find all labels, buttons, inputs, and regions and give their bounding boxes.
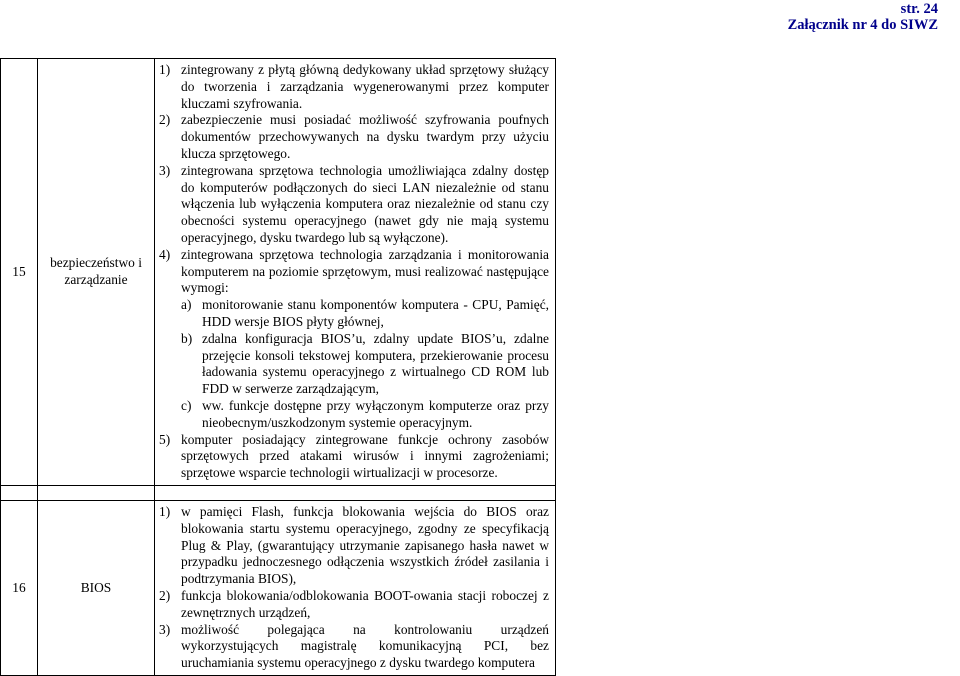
list-item: 1) zintegrowany z płytą główną dedykowany układ sprzętowy służący do tworzenia i zarządzania wygenerowanymi przez komputer kluczami szyfrowania. bbox=[159, 62, 549, 111]
page-number: str. 24 bbox=[900, 1, 938, 17]
row-spacer bbox=[1, 485, 556, 500]
row-category: bezpieczeństwo i zarządzanie bbox=[38, 59, 155, 486]
sub-requirements-list bbox=[181, 297, 549, 431]
list-item: 2) funkcja blokowania/odblokowania BOOT-owania stacji roboczej z zewnętrznych urządzeń, bbox=[159, 587, 549, 620]
list-item: 3) możliwość polegająca na kontrolowaniu urządzeń wykorzystujących magistralę komunikacyjną PCI, bez uruchamiania systemu operacyjnego z dysku twardego komputera bbox=[159, 621, 549, 671]
row-category: BIOS bbox=[38, 500, 155, 675]
list-item: 1) w pamięci Flash, funkcja blokowania wejścia do BIOS oraz blokowania startu systemu operacyjnego, zgodny ze specyfikacją Plug & Play, (gwarantujący utrzymanie zapisanego hasła nawet w przypadku jednoczesnego odłączenia wszystkich źródeł zasilania i podtrzymania BIOS), bbox=[159, 503, 549, 587]
list-item: 3) zintegrowana sprzętowa technologia umożliwiająca zdalny dostęp do komputerów podłączonych do sieci LAN niezależnie od stanu włączenia lub wyłączenia komputera oraz niezależnie od stanu czy obecności systemu operacyjnego (nawet gdy nie mają systemu operacyjnego, dysku twardego lub są wyłączone). bbox=[159, 162, 549, 245]
requirements-list bbox=[159, 504, 549, 672]
list-item: 2) zabezpieczenie musi posiadać możliwość szyfrowania poufnych dokumentów przechowywanych na dysku twardym przy użyciu klucza sprzętowego. bbox=[159, 112, 549, 161]
table-row-16 bbox=[1, 500, 556, 675]
sub-list-item: a) monitorowanie stanu komponentów komputera - CPU, Pamięć, HDD wersje BIOS płyty głównej, bbox=[181, 297, 549, 329]
sub-list-item: b) zdalna konfiguracja BIOS’u, zdalny update BIOS’u, zdalne przejęcie konsoli tekstowej komputera, przekierowanie procesu ładowania systemu operacyjnego z wirtualnego CD ROM lub FDD w serwerze zarządzającym, bbox=[181, 330, 549, 397]
attachment-label: Załącznik nr 4 do SIWZ bbox=[787, 17, 938, 33]
row-description bbox=[155, 59, 556, 486]
list-item: 5) komputer posiadający zintegrowane funkcje ochrony zasobów sprzętowych przed atakami wirusów i innymi zagrożeniami; sprzętowe wsparcie technologii wirtualizacji w procesorze. bbox=[159, 431, 549, 481]
page-header bbox=[788, 1, 938, 33]
row-number: 16 bbox=[1, 500, 38, 675]
sub-list-item: c) ww. funkcje dostępne przy wyłączonym komputerze oraz przy nieobecnym/uszkodzonym systemie operacyjnym. bbox=[181, 397, 549, 430]
requirements-list bbox=[159, 62, 549, 482]
specification-table bbox=[0, 58, 556, 676]
row-description bbox=[155, 500, 556, 675]
row-number: 15 bbox=[1, 59, 38, 486]
table-row-15 bbox=[1, 59, 556, 486]
list-item: 4) zintegrowana sprzętowa technologia zarządzania i monitorowania komputerem na poziomie sprzętowym, musi realizować następujące wymogi: a) monitorowanie stanu komponentów komputera - CPU, Pamięć, HDD wersje BIOS płyty głównej, b) zdalna konfiguracja BIOS’u, zdalny update BIOS’u, zdalne przejęcie konsoli tekstowej komputera, przekierowanie procesu ładowania systemu operacyjnego z wirtualnego CD ROM lub FDD w serwerze zarządzającym, c) ww. funkcje dostępne przy wyłączonym komputerze oraz przy nieobecnym/uszkodzonym systemie operacyjnym. bbox=[159, 246, 549, 430]
